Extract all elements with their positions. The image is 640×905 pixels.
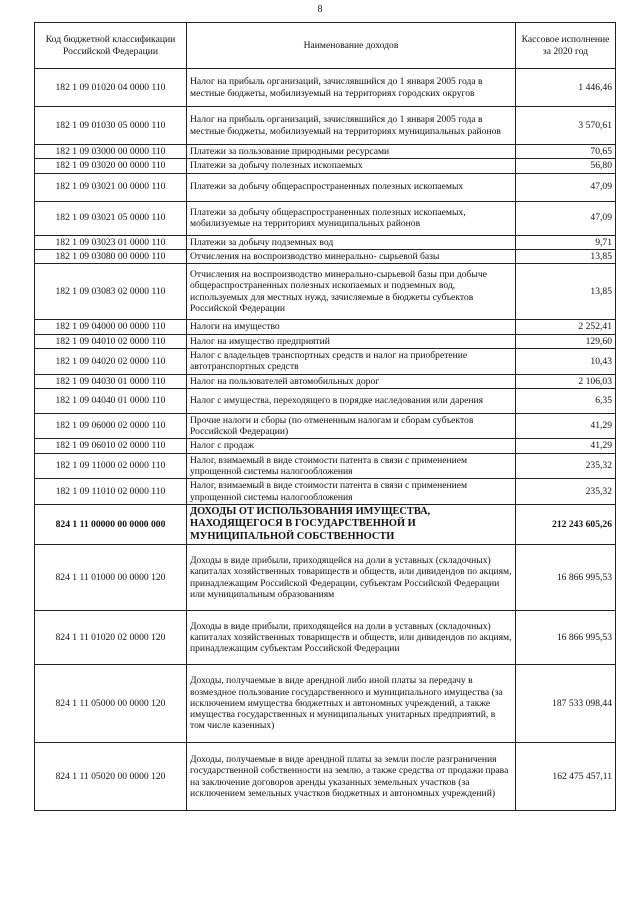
row-name: Налог на имущество предприятий xyxy=(187,334,516,348)
row-code: 182 1 09 06000 02 0000 110 xyxy=(35,413,187,439)
row-amount: 10,43 xyxy=(516,348,616,374)
table-row xyxy=(35,665,616,743)
row-amount: 1 446,46 xyxy=(516,69,616,107)
row-name: Платежи за добычу полезных ископаемых xyxy=(187,159,516,173)
row-code: 182 1 09 03020 00 0000 110 xyxy=(35,159,187,173)
row-code: 182 1 09 03000 00 0000 110 xyxy=(35,145,187,159)
row-amount: 70,65 xyxy=(516,145,616,159)
row-amount: 56,80 xyxy=(516,159,616,173)
row-code: 182 1 09 06010 02 0000 110 xyxy=(35,439,187,453)
table-row xyxy=(35,453,616,479)
row-code: 182 1 09 03021 00 0000 110 xyxy=(35,173,187,201)
row-code: 824 1 11 05000 00 0000 120 xyxy=(35,665,187,743)
row-name: Платежи за добычу общераспространенных полезных ископаемых, мобилизуемые на территориях муниципальных районов xyxy=(187,201,516,235)
row-name: Налог, взимаемый в виде стоимости патента в связи с применением упрощенной системы налогообложения xyxy=(187,453,516,479)
row-code: 182 1 09 04040 01 0000 110 xyxy=(35,388,187,413)
row-amount: 2 106,03 xyxy=(516,374,616,388)
row-amount: 235,32 xyxy=(516,479,616,505)
header-name: Наименование доходов xyxy=(187,23,516,69)
row-amount: 162 475 457,11 xyxy=(516,743,616,811)
row-amount: 129,60 xyxy=(516,334,616,348)
table-row xyxy=(35,264,616,320)
row-name: Налоги на имущество xyxy=(187,320,516,334)
row-name: Доходы в виде прибыли, приходящейся на доли в уставных (складочных) капиталах хозяйственных товариществ и обществ, или дивидендов по акциям, принадлежащим Российской Федерации, субъектам Российской Федерации или муниципальным образованиям xyxy=(187,545,516,611)
row-name: Налог, взимаемый в виде стоимости патента в связи с применением упрощенной системы налогообложения xyxy=(187,479,516,505)
revenue-table xyxy=(34,22,616,811)
table-row xyxy=(35,173,616,201)
row-code: 182 1 09 11010 02 0000 110 xyxy=(35,479,187,505)
table-row xyxy=(35,69,616,107)
table-row xyxy=(35,413,616,439)
row-code: 182 1 09 04030 01 0000 110 xyxy=(35,374,187,388)
row-name: Прочие налоги и сборы (по отмененным налогам и сборам субъектов Российской Федерации) xyxy=(187,413,516,439)
table-row xyxy=(35,545,616,611)
row-code: 182 1 09 04010 02 0000 110 xyxy=(35,334,187,348)
row-amount: 13,85 xyxy=(516,249,616,263)
table-row xyxy=(35,479,616,505)
row-name: Отчисления на воспроизводство минерально-сырьевой базы при добыче общераспространенных полезных ископаемых и подземных вод, используемых для местных нужд, зачисляемые в бюджеты субъектов Российской Федерации xyxy=(187,264,516,320)
table-row xyxy=(35,334,616,348)
row-code: 824 1 11 01000 00 0000 120 xyxy=(35,545,187,611)
row-name: Налог с имущества, переходящего в порядке наследования или дарения xyxy=(187,388,516,413)
row-code: 182 1 09 01030 05 0000 110 xyxy=(35,107,187,145)
row-name: Доходы, получаемые в виде арендной платы за земли после разграничения государственной собственности на землю, а также средства от продажи права на заключение договоров аренды указанных земельных участков (за исключением земельных участков бюджетных и автономных учреждений) xyxy=(187,743,516,811)
row-code: 824 1 11 01020 02 0000 120 xyxy=(35,611,187,665)
row-code: 824 1 11 00000 00 0000 000 xyxy=(35,505,187,545)
row-amount: 9,71 xyxy=(516,235,616,249)
table-row xyxy=(35,374,616,388)
table-row xyxy=(35,348,616,374)
row-name: Платежи за пользование природными ресурсами xyxy=(187,145,516,159)
row-code: 182 1 09 03021 05 0000 110 xyxy=(35,201,187,235)
row-amount: 41,29 xyxy=(516,413,616,439)
table-row xyxy=(35,107,616,145)
header-amount: Кассовое исполнение за 2020 год xyxy=(516,23,616,69)
table-row xyxy=(35,743,616,811)
row-amount: 235,32 xyxy=(516,453,616,479)
row-name: Платежи за добычу общераспространенных полезных ископаемых xyxy=(187,173,516,201)
row-amount: 41,29 xyxy=(516,439,616,453)
row-amount: 47,09 xyxy=(516,173,616,201)
row-amount: 6,35 xyxy=(516,388,616,413)
table-row xyxy=(35,388,616,413)
row-name: Налог на пользователей автомобильных дорог xyxy=(187,374,516,388)
row-name: Доходы, получаемые в виде арендной либо иной платы за передачу в возмездное пользование государственного и муниципального имущества (за исключением имущества бюджетных и автономных учреждений, а также имущества государственных и муниципальных унитарных предприятий, в том числе казенных) xyxy=(187,665,516,743)
row-amount: 187 533 098,44 xyxy=(516,665,616,743)
row-code: 182 1 09 04000 00 0000 110 xyxy=(35,320,187,334)
row-name: ДОХОДЫ ОТ ИСПОЛЬЗОВАНИЯ ИМУЩЕСТВА, НАХОДЯЩЕГОСЯ В ГОСУДАРСТВЕННОЙ И МУНИЦИПАЛЬНОЙ СОБСТВЕННОСТИ xyxy=(187,505,516,545)
table-row xyxy=(35,439,616,453)
row-name: Налог на прибыль организаций, зачислявшийся до 1 января 2005 года в местные бюджеты, мобилизуемый на территориях муниципальных районов xyxy=(187,107,516,145)
row-name: Налог с владельцев транспортных средств и налог на приобретение автотранспортных средств xyxy=(187,348,516,374)
row-code: 182 1 09 01020 04 0000 110 xyxy=(35,69,187,107)
table-row xyxy=(35,611,616,665)
table-row xyxy=(35,249,616,263)
table-row xyxy=(35,235,616,249)
header-code: Код бюджетной классификации Российской Федерации xyxy=(35,23,187,69)
row-name: Налог на прибыль организаций, зачислявшийся до 1 января 2005 года в местные бюджеты, мобилизуемый на территориях городских округов xyxy=(187,69,516,107)
table-row xyxy=(35,505,616,545)
row-code: 182 1 09 03023 01 0000 110 xyxy=(35,235,187,249)
row-name: Доходы в виде прибыли, приходящейся на доли в уставных (складочных) капиталах хозяйственных товариществ и обществ, или дивидендов по акциям, принадлежащим субъектам Российской Федерации xyxy=(187,611,516,665)
table-row xyxy=(35,320,616,334)
row-amount: 16 866 995,53 xyxy=(516,545,616,611)
table-row xyxy=(35,159,616,173)
row-name: Платежи за добычу подземных вод xyxy=(187,235,516,249)
row-amount: 47,09 xyxy=(516,201,616,235)
row-amount: 13,85 xyxy=(516,264,616,320)
row-name: Отчисления на воспроизводство минерально- сырьевой базы xyxy=(187,249,516,263)
row-code: 182 1 09 04020 02 0000 110 xyxy=(35,348,187,374)
row-amount: 3 570,61 xyxy=(516,107,616,145)
page-number: 8 xyxy=(317,4,323,15)
table-row xyxy=(35,145,616,159)
row-amount: 212 243 605,26 xyxy=(516,505,616,545)
row-code: 824 1 11 05020 00 0000 120 xyxy=(35,743,187,811)
table-row xyxy=(35,201,616,235)
row-amount: 2 252,41 xyxy=(516,320,616,334)
row-amount: 16 866 995,53 xyxy=(516,611,616,665)
row-code: 182 1 09 11000 02 0000 110 xyxy=(35,453,187,479)
row-code: 182 1 09 03083 02 0000 110 xyxy=(35,264,187,320)
table-header-row xyxy=(35,23,616,69)
row-code: 182 1 09 03080 00 0000 110 xyxy=(35,249,187,263)
row-name: Налог с продаж xyxy=(187,439,516,453)
